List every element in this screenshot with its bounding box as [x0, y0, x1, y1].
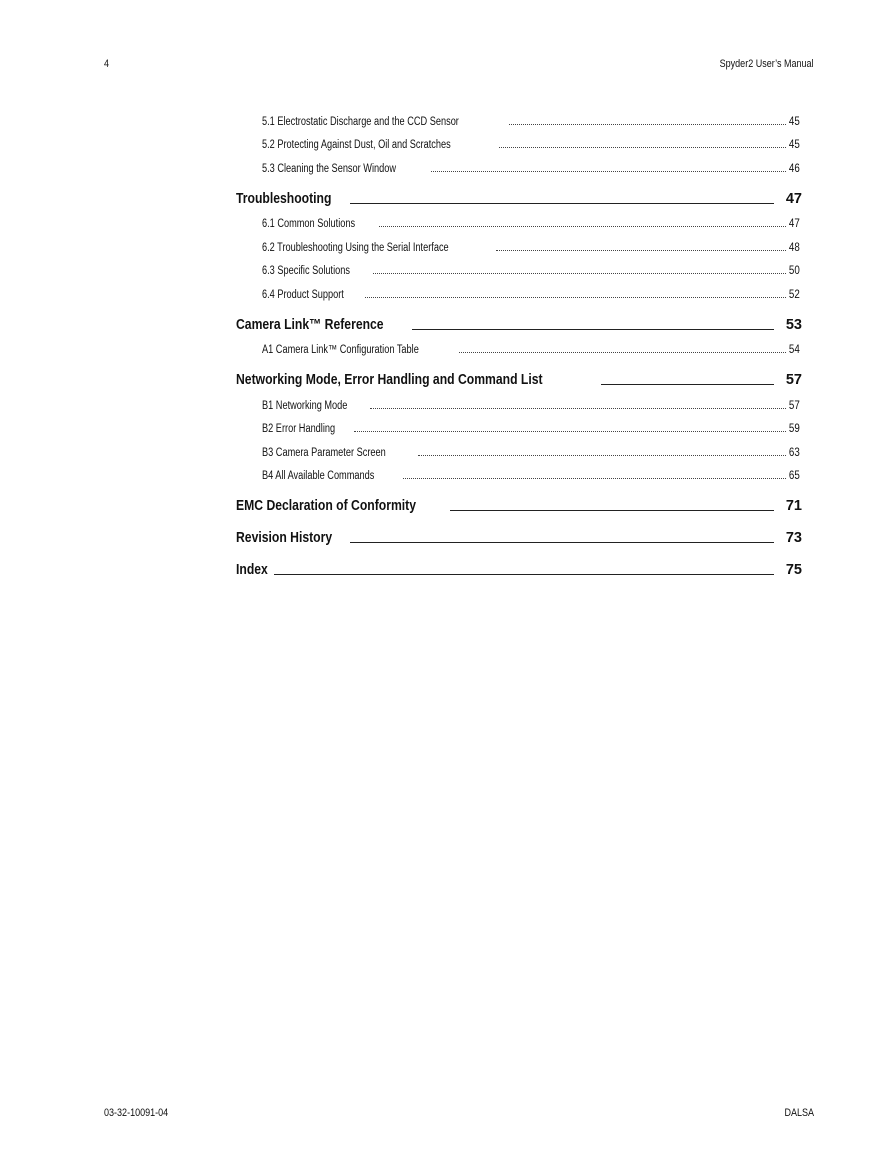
toc-section-title: B4 All Available Commands [262, 470, 375, 482]
toc-section-title: 6.2 Troubleshooting Using the Serial Interface [262, 241, 449, 254]
toc-section-title: 6.4 Product Support [262, 288, 344, 301]
toc-dot-leader [365, 296, 786, 298]
toc-chapter-page: 47 [785, 190, 802, 207]
toc-leader-line [350, 203, 774, 204]
toc-leader-line [350, 542, 774, 543]
toc-dot-leader [496, 249, 786, 251]
toc-leader-line [450, 510, 774, 511]
toc-chapter-entry[interactable] [236, 482, 802, 514]
toc-chapter-entry[interactable] [236, 175, 802, 207]
toc-section-entry[interactable] [262, 435, 800, 459]
toc-chapter-title: Networking Mode, Error Handling and Command List [236, 372, 543, 388]
toc-dot-leader [370, 407, 786, 409]
toc-section-entry[interactable] [262, 207, 800, 231]
toc-section-page: 46 [789, 162, 800, 175]
toc-chapter-page: 53 [785, 316, 802, 333]
toc-chapter-title: Index [236, 562, 268, 578]
toc-section-entry[interactable] [262, 459, 800, 483]
toc-section-title: A1 Camera Link™ Configuration Table [262, 344, 419, 356]
toc-section-entry[interactable] [262, 128, 800, 152]
toc-section-page: 52 [789, 288, 800, 301]
toc-section-title: B1 Networking Mode [262, 399, 348, 412]
toc-chapter-title: Camera Link™ Reference [236, 316, 384, 333]
toc-section-entry[interactable] [262, 104, 800, 128]
toc-section-entry[interactable] [262, 388, 800, 412]
toc-dot-leader [509, 123, 786, 125]
toc-chapter-title: Revision History [236, 530, 333, 546]
toc-dot-leader [379, 225, 786, 227]
footer-company: DALSA [784, 1107, 814, 1119]
toc-section-entry[interactable] [262, 333, 800, 357]
toc-leader-line [274, 574, 774, 575]
toc-section-entry[interactable] [262, 254, 800, 278]
toc-section-page: 63 [789, 446, 800, 459]
toc-section-title: B3 Camera Parameter Screen [262, 446, 386, 459]
toc-section-page: 59 [789, 423, 800, 435]
toc-section-title: 5.1 Electrostatic Discharge and the CCD Sensor [262, 115, 459, 128]
footer-doc-number: 03-32-10091-04 [104, 1107, 169, 1119]
toc-section-page: 48 [789, 241, 800, 254]
toc-dot-leader [373, 272, 786, 274]
toc-section-page: 45 [789, 115, 800, 128]
toc-section-entry[interactable] [262, 151, 800, 175]
toc-chapter-page: 71 [785, 498, 802, 514]
toc-section-title: 5.2 Protecting Against Dust, Oil and Scratches [262, 139, 451, 151]
toc-section-title: 6.1 Common Solutions [262, 218, 356, 230]
toc-section-title: 6.3 Specific Solutions [262, 265, 350, 277]
toc-section-page: 45 [789, 139, 800, 151]
toc-section-title: B2 Error Handling [262, 423, 336, 435]
toc-section-page: 57 [789, 399, 800, 412]
toc-chapter-entry[interactable] [236, 301, 802, 333]
toc-section-page: 50 [789, 265, 800, 277]
toc-dot-leader [431, 170, 787, 172]
toc-dot-leader [403, 477, 786, 479]
toc-leader-line [601, 384, 774, 385]
toc-chapter-title: Troubleshooting [236, 190, 332, 207]
toc-chapter-page: 75 [785, 562, 802, 578]
toc-chapter-entry[interactable] [236, 514, 802, 546]
toc-chapter-entry[interactable] [236, 356, 802, 388]
toc-section-page: 54 [789, 344, 800, 356]
table-of-contents [236, 104, 802, 578]
toc-section-page: 65 [789, 470, 800, 482]
toc-leader-line [412, 329, 774, 330]
toc-dot-leader [418, 454, 787, 456]
toc-chapter-entry[interactable] [236, 546, 802, 578]
toc-section-entry[interactable] [262, 277, 800, 301]
header-page-number: 4 [104, 58, 110, 70]
toc-section-page: 47 [789, 218, 800, 230]
toc-dot-leader [499, 146, 786, 148]
toc-section-title: 5.3 Cleaning the Sensor Window [262, 162, 396, 175]
toc-section-entry[interactable] [262, 412, 800, 436]
toc-section-entry[interactable] [262, 230, 800, 254]
header-title: Spyder2 User’s Manual [720, 58, 814, 70]
toc-dot-leader [459, 351, 786, 353]
toc-chapter-title: EMC Declaration of Conformity [236, 498, 417, 514]
toc-chapter-page: 57 [785, 372, 802, 388]
toc-dot-leader [354, 430, 786, 432]
toc-chapter-page: 73 [785, 530, 802, 546]
